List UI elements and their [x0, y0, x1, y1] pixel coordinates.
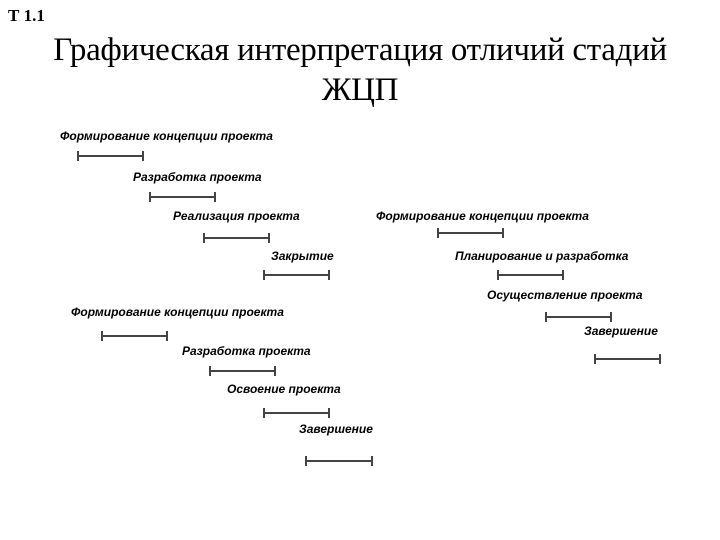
seq1-stage4-label: Закрытие: [271, 249, 334, 263]
seq3-stage4-label: Завершение: [584, 324, 658, 338]
seq3-stage3-bar: [545, 312, 612, 322]
seq1-stage3-bar: [203, 233, 270, 243]
diagram-title: Графическая интерпретация отличий стадий ЖЦП: [53, 32, 667, 108]
seq1-stage2-label: Разработка проекта: [133, 170, 262, 184]
seq3-stage3-label: Осуществление проекта: [487, 288, 643, 302]
seq2-stage2-bar: [209, 366, 276, 376]
seq3-stage1-label: Формирование концепции проекта: [376, 209, 589, 223]
seq3-stage2-bar: [497, 270, 564, 280]
seq1-stage3-label: Реализация проекта: [173, 209, 300, 223]
seq3-stage4-bar: [594, 354, 661, 364]
slide-number: Т 1.1: [8, 6, 45, 25]
seq2-stage2-label: Разработка проекта: [182, 344, 311, 358]
seq2-stage1-bar: [101, 331, 168, 341]
seq1-stage2-bar: [149, 192, 216, 202]
seq2-stage3-bar: [263, 408, 330, 418]
seq3-stage1-bar: [437, 228, 504, 238]
seq1-stage4-bar: [263, 270, 330, 280]
seq2-stage4-bar: [305, 456, 373, 466]
seq2-stage4-label: Завершение: [299, 422, 373, 436]
seq2-stage3-label: Освоение проекта: [227, 382, 341, 396]
seq2-stage1-label: Формирование концепции проекта: [71, 305, 284, 319]
seq1-stage1-label: Формирование концепции проекта: [60, 129, 273, 143]
seq3-stage2-label: Планирование и разработка: [455, 249, 629, 263]
seq1-stage1-bar: [77, 151, 144, 161]
